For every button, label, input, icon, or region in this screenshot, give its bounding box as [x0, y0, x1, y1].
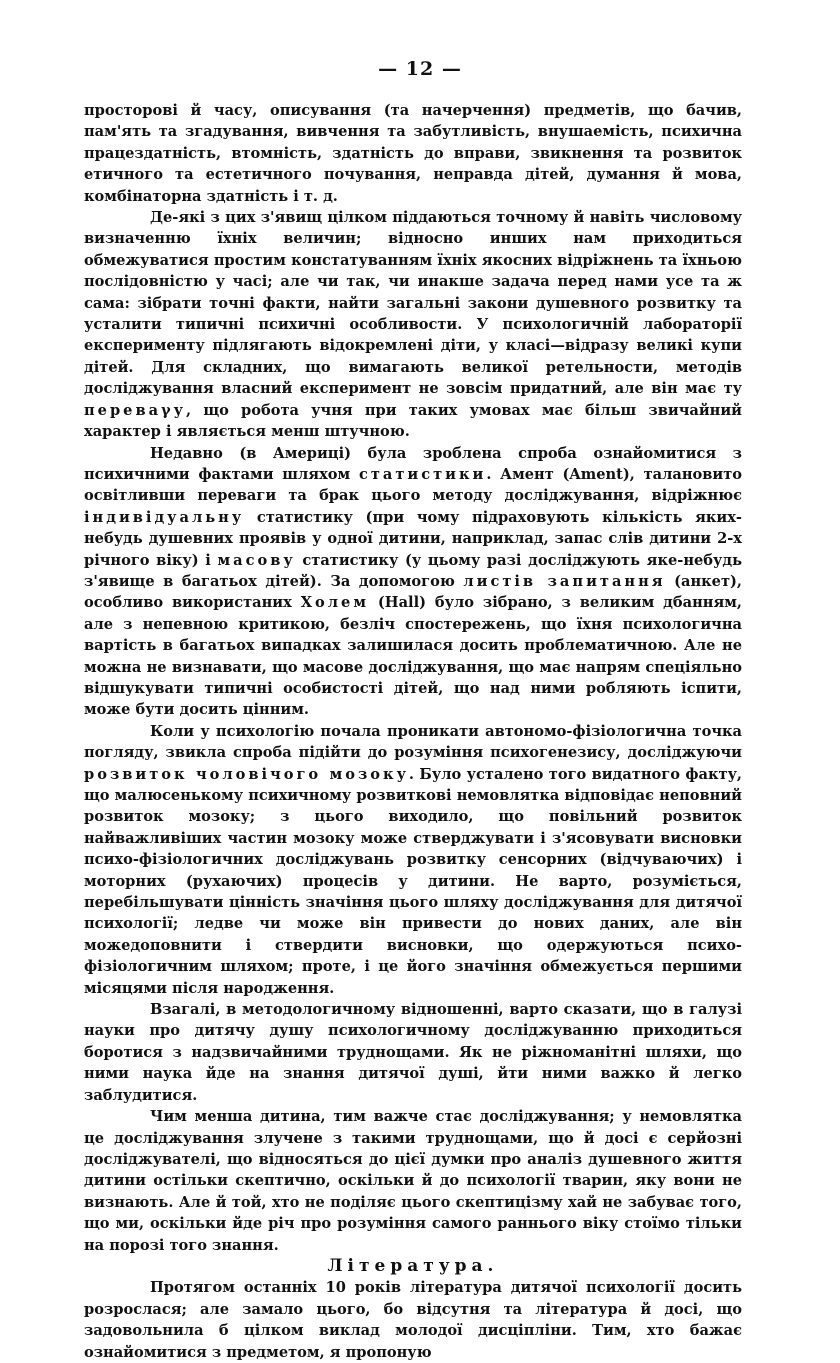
- text-segment: (анкет), особливо використаних: [84, 572, 742, 612]
- emphasized-text: переваγу: [84, 401, 187, 419]
- emphasized-text: Холем: [300, 594, 370, 612]
- text-segment: Коли у психологію почала проникати автономо-фізіологична точка погляду, звикла спроба підійти до розуміння психогенезису, досліджуючи: [84, 722, 742, 762]
- paragraph: [84, 1277, 742, 1363]
- emphasized-text: розвиток чоловічого мозоку: [84, 765, 409, 783]
- text-segment: статистику (при чому підраховують кількість яких-небудь душевних проявів у одної дитини, наприклад, запас слів дитини 2-х річного віку) і: [84, 508, 742, 569]
- paragraph: [84, 1106, 742, 1256]
- paragraph: [84, 999, 742, 1106]
- text-segment: . Було усталено того видатного факту, що малюсенькому психичному розвиткові немовлятка відповідає неповний розвиток мозоку; з цього виходило, що повільний розвиток найважливіших частин мозоку може стверджувати і з'ясовувати висновки психо-фізіологичних досліджувань розвитку сенсорних (відчуваючих) і моторних (рухаючих) процесів у дитини. Не варто, розуміється, перебільшувати цінність значіння цього шляху досліджування для дитячої психології; ледве чи може він привести до нових даних, але він можедоповнити і ствердити висновки, що одержуються психо-фізіологичним шляхом; проте, і це його значіння обмежується першими місяцями після народження.: [84, 765, 742, 997]
- text-segment: (Hall) було зібрано, з великим дбанням, але з непевною критикою, безліч спостережень, що їхня психологична вартість в багатьох випадках залишилася досить проблематичною. Але не можна не визнавати, що масове досліджування, що має напрям спеціяльно відшукувати типичні особистості дітей, що над ними робляють іспити, може бути досить цінним.: [84, 594, 742, 719]
- page-number: — 12 —: [378, 58, 462, 80]
- text-segment: Протягом останніх 10 років література дитячої психології досить розрослася; але замало цього, бо відсутня та література й досі, що задовольнила б цілком виклад молодої дисціпліни. Тим, хто бажає ознайомитися з предметом, я пропоную: [84, 1279, 742, 1361]
- text-segment: Чим менша дитина, тим важче стає досліджування; у немовлятка це досліджування злучене з такими труднощами, що й досі є серйозні досліджувателі, що відносяться до цієї думки про аналіз душевного життя дитини остільки скептично, оскільки й до психології тварин, яку вони не визнають. Але й той, хто не поділяє цього скептицізму хай не забуває того, що ми, оскільки йде річ про розуміння самого раннього віку стоїмо тільки на порозі того знання.: [84, 1108, 742, 1254]
- text-segment: Взагалі, в методологичному відношенні, варто сказати, що в галузі науки про дитячу душу психологичному досліджуванню приходиться боротися з надзвичайними труднощами. Як не ріжноманітні шляхи, що ними наука йде на знання дитячої душі, йти ними важко й легко заблудитися.: [84, 1001, 742, 1104]
- paragraph: [84, 443, 742, 721]
- text-segment: Де-які з цих з'явищ цілком піддаються точному й навіть числовому визначенню їхніх величин; відносно инших нам приходиться обмежуватися простим констатуванням їхніх якосних відріжнень та їхньою послідовністю у часі; але чи так, чи инакше задача перед нами усе та ж сама: зібрати точні факти, найти загальні закони душевного розвитку та усталити типичні психичні особливости. У психологичній лабораторії експерименту підлягають відокремлені діти, у класі—відразу великі купи дітей. Для складних, що вимагають великої ретельности, методів досліджування власний експеримент не зовсім придатний, але він має ту: [84, 209, 742, 398]
- text-segment: , що робота учня при таких умовах має більш звичайний характер і являється менш штучною.: [84, 401, 742, 441]
- text-segment: статистику (у цьому разі досліджують яке-небудь з'явище в багатьох дітей). За допомогою: [84, 551, 742, 590]
- emphasized-text: індивідуальну: [84, 508, 245, 526]
- paragraph: [84, 100, 742, 207]
- emphasized-text: масову: [217, 551, 296, 569]
- paragraph: [84, 207, 742, 442]
- text-segment: просторові й часу, описування (та начерчення) предметів, що бачив, пам'ять та згадування, вивчення та забутливість, внушаемість, психична працездатність, втомність, здатність до вправи, звикнення та розвиток етичного та естетичного почування, неправда дітей, думання й мова, комбінаторна здатність і т. д.: [84, 102, 742, 205]
- emphasized-text: листів запитання: [463, 572, 666, 590]
- paragraph: [84, 721, 742, 999]
- body-text: [84, 100, 742, 1363]
- text-segment: . Амент (Ament), талановито освітливши переваги та брак цього методу досліджування, відріжнює: [84, 465, 742, 505]
- text-segment: Недавно (в Америці) була зроблена спроба ознайомитися з психичними фактами шляхом: [84, 444, 742, 483]
- text-segment: Література.: [327, 1255, 499, 1276]
- emphasized-text: статистики: [358, 465, 487, 483]
- section-heading: [84, 1256, 742, 1277]
